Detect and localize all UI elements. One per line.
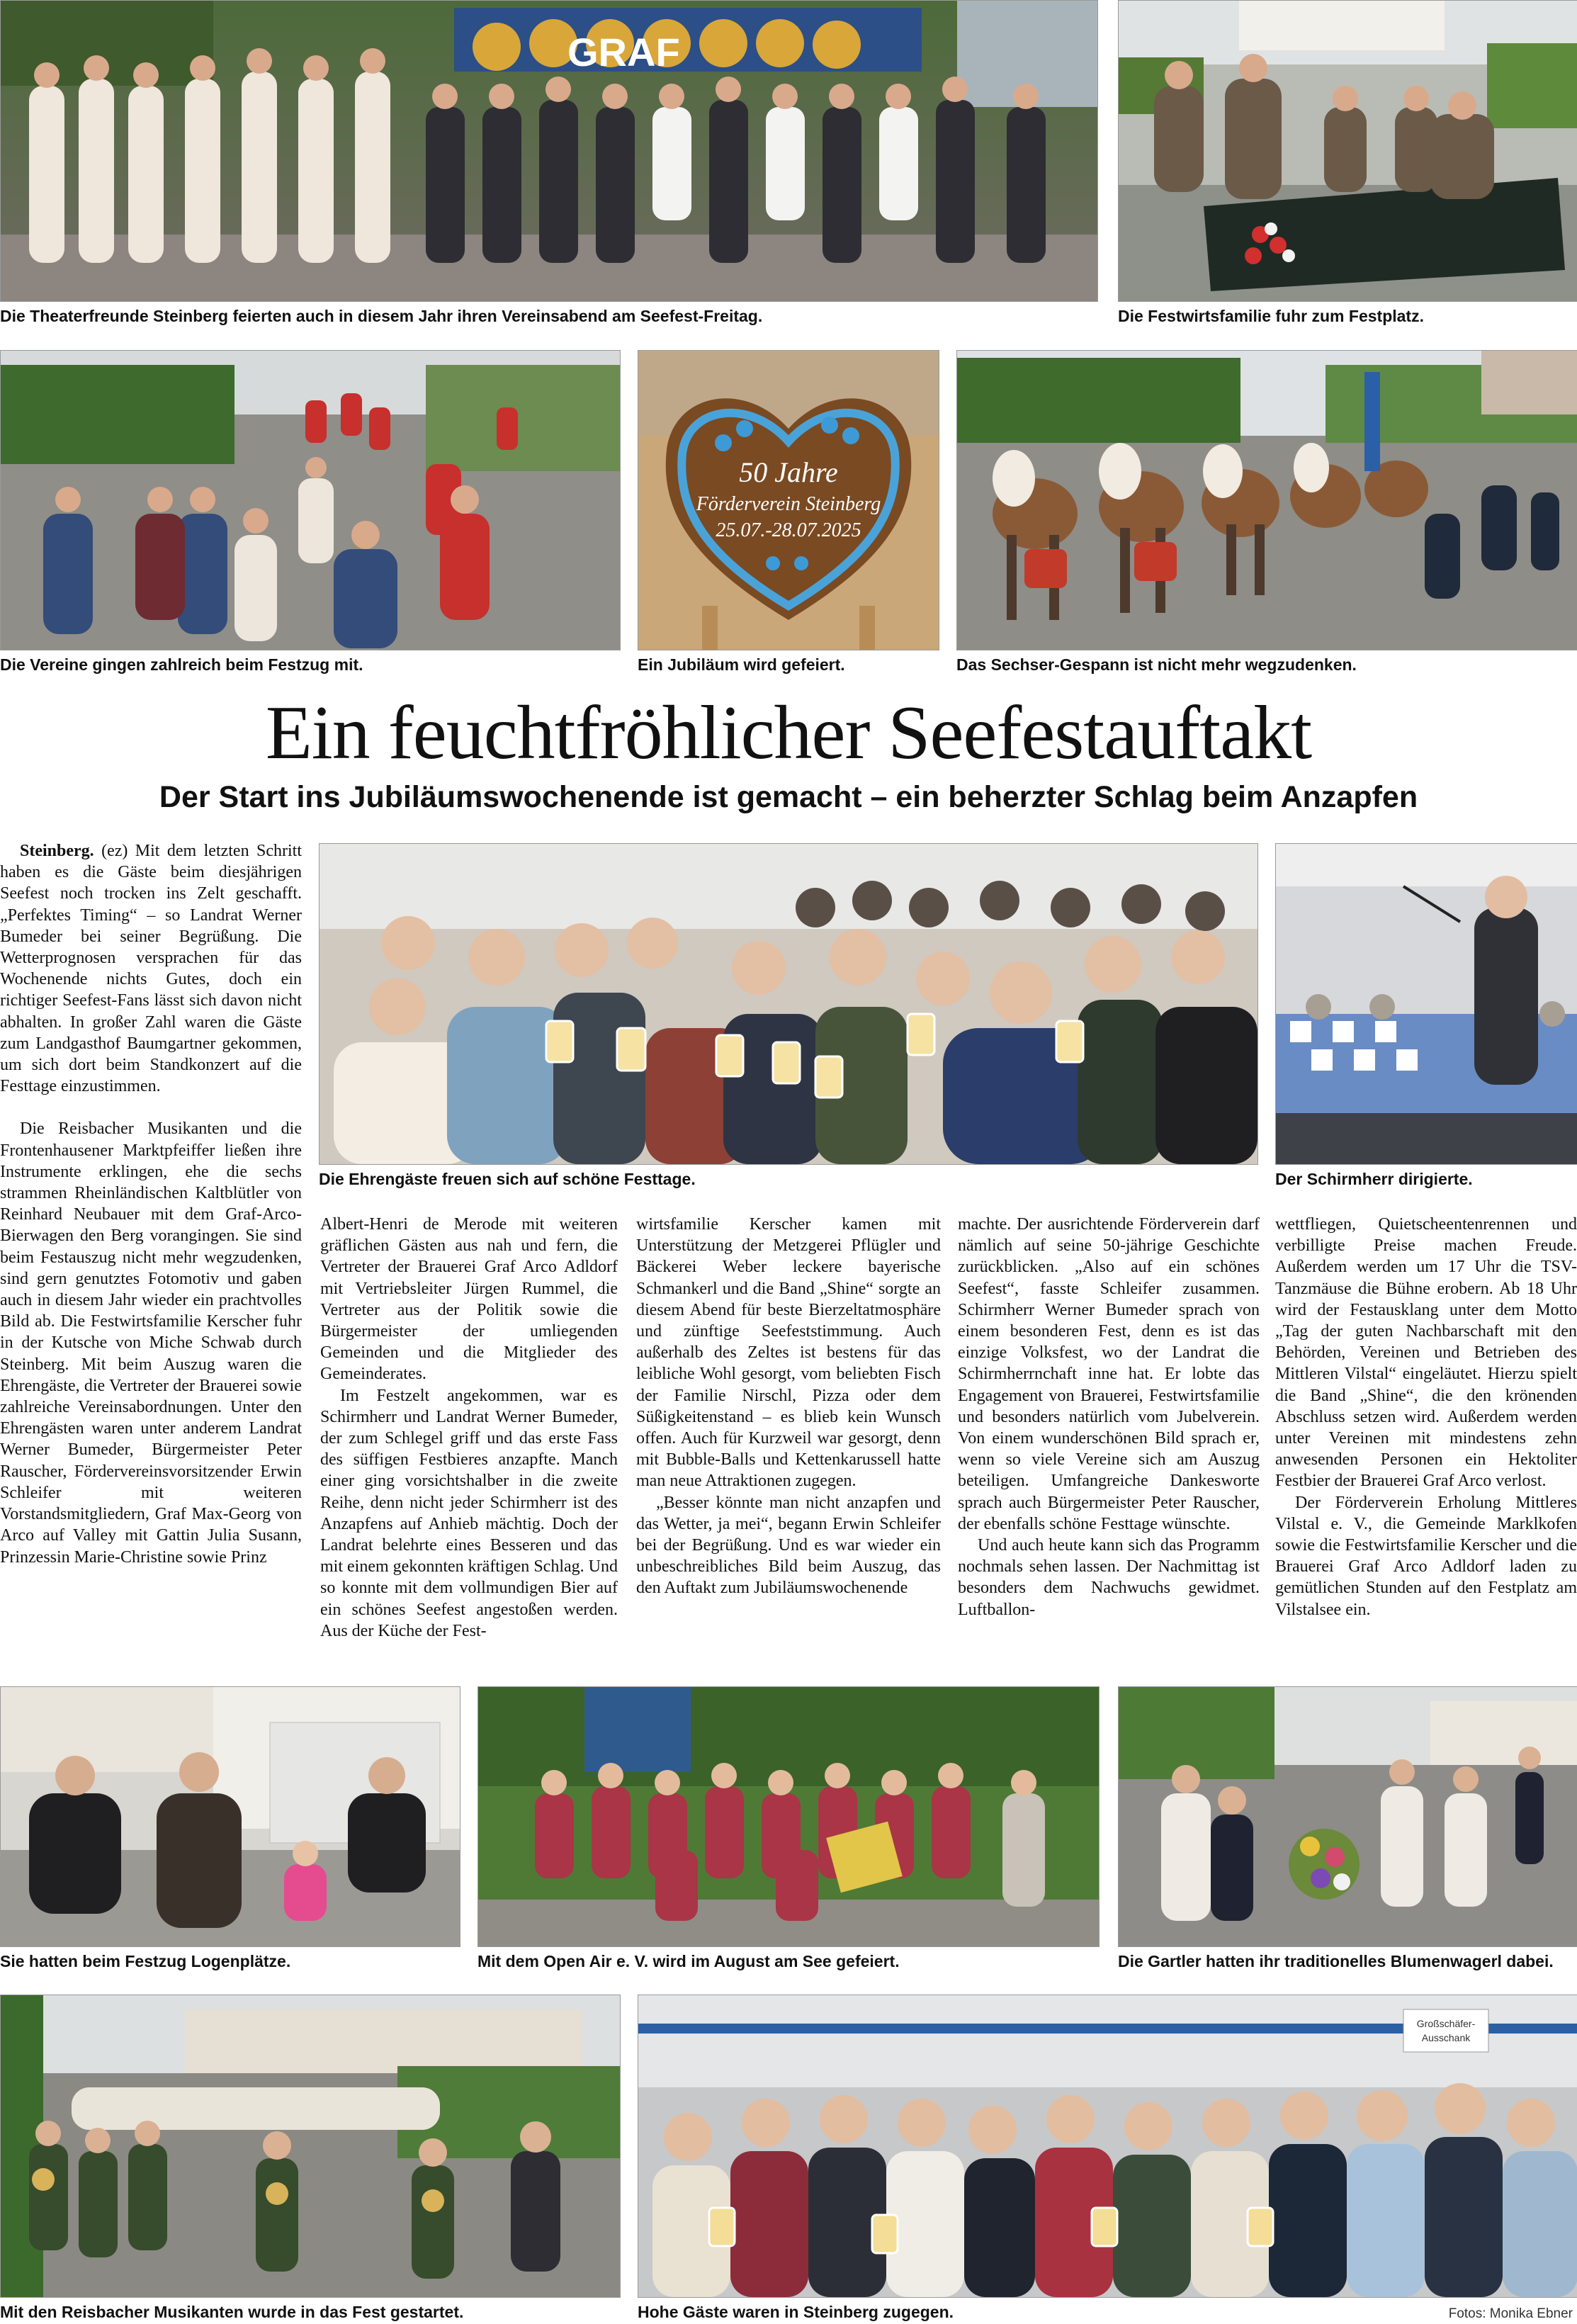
photo-credit: Fotos: Monika Ebner	[1448, 2306, 1573, 2321]
caption-photo-7: Der Schirmherr dirigierte.	[1275, 1170, 1473, 1188]
photo-open-air-verein	[477, 1686, 1100, 1947]
caption-photo-8: Sie hatten beim Festzug Logenplätze.	[0, 1952, 291, 1970]
caption-photo-10: Die Gartler hatten ihr traditionelles Blumenwagerl dabei.	[1118, 1952, 1554, 1970]
article-col1-para2: Die Reisbacher Musikanten und die Frontenhausener Marktpfeiffer ließen ihre Instrumente erklingen, ehe die sechs strammen Rheinländischen Kaltblütler von Reinhard Neubauer mit dem Graf-Arco-Bierwagen den Berg vorangingen. Sie sind beim Festauszug nicht mehr wegzudenken, sind gern genutztes Fotomotiv und gaben auch in diesem Jahr wieder ein prachtvolles Bild ab. Die Festwirtsfamilie Kerscher fuhr in der Kutsche von Miche Schwab durch Steinberg. Mit beim Auszug waren die Ehrengäste, die Vertreter der Brauerei sowie zahlreiche Vereinsabordnungen. Unter den Ehrengästen waren unter anderem Landrat Werner Bumeder, Bürgermeister Peter Rauscher, Fördervereinsvorsitzender Erwin Schleifer mit weiteren Vorstandsmitgliedern, Graf Max-Georg von Arco auf Valley mit Gattin Julia Susann, Prinzessin Marie-Christine sowie Prinz	[0, 1119, 302, 1567]
article-col5-para2: Der Förderverein Erholung Mittleres Vilstal e. V., die Gemeinde Marklkofen sowie die Festwirtsfamilie Kerscher und die Brauerei Graf Arco Adldorf laden zu gemütlichen Stunden auf den Festplatz am Vilstalsee ein.	[1275, 1493, 1577, 1619]
photo-schirmherr-dirigiert	[1275, 843, 1577, 1165]
article-col2-para2: Im Festzelt angekommen, war es Schirmherr und Landrat Werner Bumeder, der zum Schlegel griff und das erste Fass des süffigen Festbieres anzapfte. Manch einer ging vorsichtshalber in die zweite Reihe, denn nicht jeder Schirmherr ist des Anzapfens auf Anhieb mächtig. Doch der Landrat belehrte eines Besseren und das mit einem gekonnten kräftigen Schlag. Und so konnte mit dem vollmundigen Bier auf ein schönes Seefest angestoßen werden. Aus der Küche der Fest-	[320, 1386, 618, 1640]
caption-photo-3: Die Vereine gingen zahlreich beim Festzug mit.	[0, 655, 363, 674]
caption-photo-6: Die Ehrengäste freuen sich auf schöne Festtage.	[319, 1170, 696, 1188]
article-column-2	[320, 1214, 618, 1660]
photo-logenplaetze	[0, 1686, 460, 1947]
article-col4-para1: machte. Der ausrichtende Förderverein darf nämlich auf seine 50-jährige Geschichte zurückblicken. „Also auf ein schönes Seefest“, fasste Schleifer zusammen. Schirmherr Werner Bumeder sprach von einem besonderen Fest, denn es ist das einzige Volksfest, wo der Landrat die Schirmherrnchaft inne hat. Er lobte das Engagement von Brauerei, Festwirtsfamilie und besonders natürlich vom Jubelverein. Von einem wunderschönen Bild sprach er, wenn so viele Vereine sich am Auszug beteiligen. Umfangreiche Dankesworte sprach auch Bürgermeister Peter Rauscher, der ebenfalls schöne Festtage wünschte.	[958, 1215, 1260, 1533]
photo-hohe-gaeste	[638, 1995, 1577, 2298]
heart-text-line2: Förderverein Steinberg	[696, 493, 881, 515]
dateline: Steinberg.	[20, 842, 94, 860]
article-column-3	[636, 1214, 941, 1660]
headline: Ein feuchtfröhlicher Seefestauftakt	[265, 691, 1312, 775]
article-col1-para1-text: (ez) Mit dem letzten Schritt haben es die Gäste beim diesjährigen Seefest noch trocken ins Zelt geschafft. „Perfektes Timing“ – so Landrat Werner Bumeder bei seiner Begrüßung. Die Wetterprognosen versprachen für das Wochenende nichts Gutes, doch ein richtiger Seefest-Fans lässt sich davon nicht abhalten. In großer Zahl waren die Gäste zum Landgasthof Baumgartner gekommen, um sich dort beim Standkonzert auf die Festtage einzustimmen.	[0, 842, 302, 1096]
caption-photo-4: Ein Jubiläum wird gefeiert.	[638, 655, 845, 674]
caption-photo-12: Hohe Gäste waren in Steinberg zugegen.	[638, 2303, 954, 2321]
caption-photo-1: Die Theaterfreunde Steinberg feierten auch in diesem Jahr ihren Vereinsabend am Seefest-Freitag.	[0, 307, 763, 325]
caption-photo-11: Mit den Reisbacher Musikanten wurde in das Fest gestartet.	[0, 2303, 464, 2321]
photo-ehrengaeste-toast	[319, 843, 1258, 1165]
photo-jubilaeum-lebkuchenherz	[638, 350, 939, 650]
heart-text-line3: 25.07.-28.07.2025	[716, 519, 861, 541]
article-col2-para1: Albert-Henri de Merode mit weiteren gräflichen Gästen aus nah und fern, die Vertreter der Brauerei Graf Arco Adldorf mit Vertriebsleiter Jürgen Rummel, die Vertreter aus der Politik sowie die Bürgermeister der umliegenden Gemeinden und die Mitglieder des Gemeinderates.	[320, 1215, 618, 1384]
tent-sign-line2: Ausschank	[1421, 2032, 1471, 2043]
photo-theaterfreunde-group	[0, 0, 1098, 302]
caption-photo-2: Die Festwirtsfamilie fuhr zum Festplatz.	[1118, 307, 1424, 325]
photo-festwirtsfamilie-carriage	[1118, 0, 1577, 302]
article-column-1	[0, 840, 302, 1691]
subheadline: Der Start ins Jubiläumswochenende ist gemacht – ein beherzter Schlag beim Anzapfen	[159, 780, 1418, 814]
article-column-4	[958, 1214, 1260, 1660]
caption-photo-5: Das Sechser-Gespann ist nicht mehr wegzudenken.	[956, 655, 1357, 674]
photo-reisbacher-musikanten	[0, 1995, 621, 2298]
photo-vereine-festzug	[0, 350, 621, 650]
article-col3-para2: „Besser könnte man nicht anzapfen und das Wetter, ja mei“, begann Erwin Schleifer bei der Begrüßung. Und es war wieder ein unbeschreibliches Bild beim Auszug, das den Auftakt zum Jubiläumswochenende	[636, 1493, 941, 1598]
article-column-5	[1275, 1214, 1577, 1660]
article-col5-para1: wettfliegen, Quietscheentenrennen und verbilligte Preise machen Freude. Außerdem werden um 17 Uhr die TSV-Tanzmäuse die Bühne erobern. Ab 18 Uhr wird der Festausklang unter dem Motto „Tag der guten Nachbarschaft mit den Behörden, Vereinen und Betrieben des Mittleren Vilstal“ eingeläutet. Hierzu spielt die Band „Shine“, die den krönenden Abschluss setzen wird. Außerdem werden unter Vereinen mit mindestens zehn anwesenden Personen ein Hektoliter Festbier der Brauerei Graf Arco verlost.	[1275, 1215, 1577, 1491]
graf-sign-text: GRAF	[567, 30, 680, 74]
article-col1-para1	[0, 840, 302, 1097]
photo-sechser-gespann	[956, 350, 1577, 650]
article-col4-para2: Und auch heute kann sich das Programm nochmals sehen lassen. Der Nachmittag ist besonders dem Nachwuchs gewidmet. Luftballon-	[958, 1536, 1260, 1619]
article-col3-para1: wirtsfamilie Kerscher kamen mit Unterstützung der Metzgerei Pflügler und Bäckerei Weber leckere bayerische Schmankerl und die Band „Shine“ sorgte an diesem Abend für beste Bierzeltatmosphäre und zünftige Seefeststimmung. Auch außerhalb des Zeltes ist bestens für das leibliche Wohl gesorgt, vom beliebten Fisch der Familie Nirschl, Pizza oder dem Süßigkeitenstand – es blieb kein Wunsch offen. Auch für Kurzweil war gesorgt, denn mit Bubble-Balls und Kettenkarussell hatte man neue Attraktionen zugegen.	[636, 1215, 941, 1491]
heart-text-line1: 50 Jahre	[739, 456, 838, 488]
tent-sign-line1: Großschäfer-	[1416, 2018, 1476, 2029]
caption-photo-9: Mit dem Open Air e. V. wird im August am See gefeiert.	[477, 1952, 900, 1970]
photo-gartler-blumenwagerl	[1118, 1686, 1577, 1947]
